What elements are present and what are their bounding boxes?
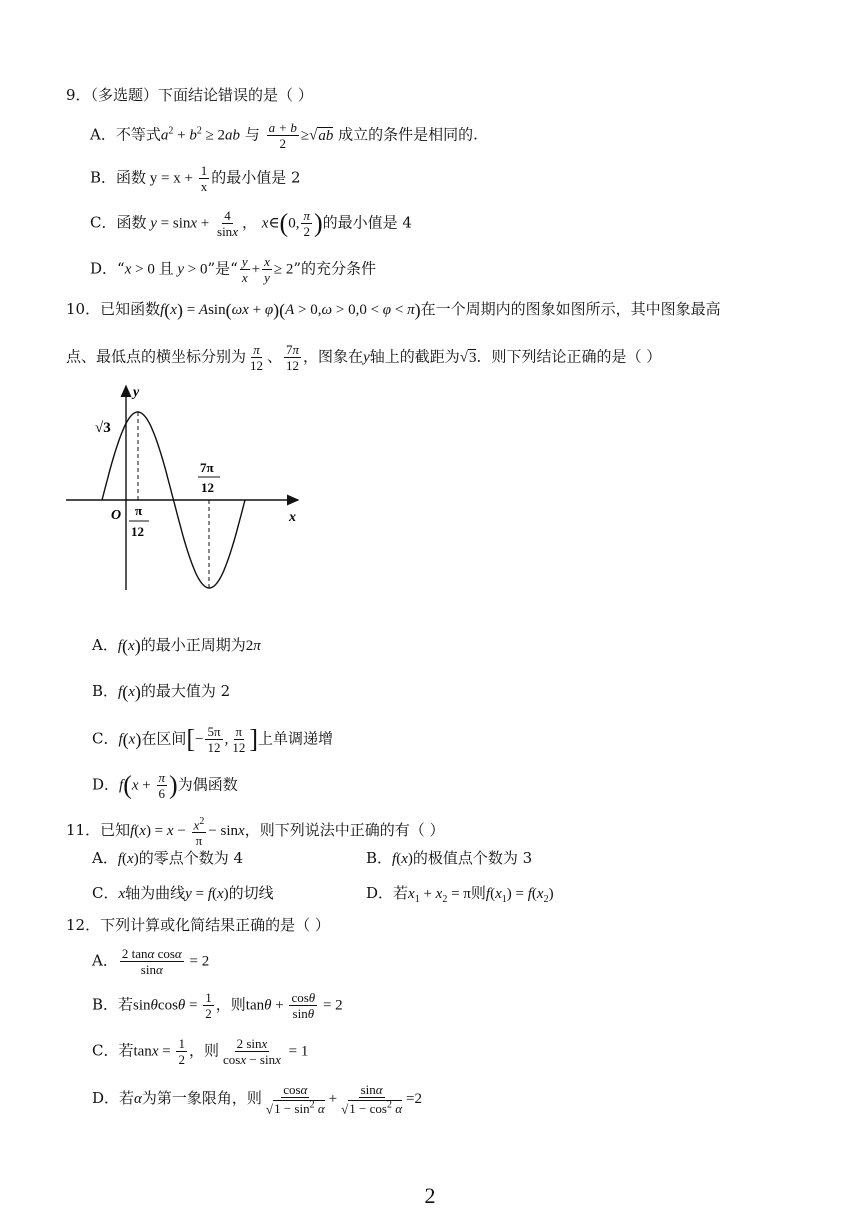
q12-option-a: A． $\frac{\text{2 tanα cosα}}{\sin\alpha}$ = 2 bbox=[92, 946, 210, 977]
q10-option-d: D．f(x + $\frac{\pi}{6}$ )为偶函数 bbox=[92, 770, 238, 801]
q9-option-a: A．不等式$a^2 + b^2 \ge 2ab$ 与 $\frac{a + b}{2}$ ≥√ab 成立的条件是相同的. bbox=[90, 120, 478, 151]
q9-option-b: B．函数 y = x + $\frac{1}{x}$ 的最小值是 2 bbox=[90, 163, 301, 194]
seven-pi-over-12-den: 12 bbox=[201, 480, 214, 495]
q11-option-d: D．若$x_1 + x_2 = \pi$则$f(x_1) = f(x_2)$ bbox=[366, 884, 554, 905]
origin-label: O bbox=[111, 508, 122, 523]
q12-option-d: D．若α为第一象限角，则 $\frac{\cos\alpha}{√1 - \sin^2 \alpha}$ + $\frac{\sin\alpha}{√1 - \cos^2 \alpha}$ =2 bbox=[92, 1082, 422, 1117]
q12-option-c: C．若tanx = $\frac{1}{2}$ ，则 $\frac{2 \sin x}{\cos x - \sin x}$ = 1 bbox=[92, 1036, 309, 1067]
seven-pi-over-12-num: 7π bbox=[200, 460, 214, 475]
y-axis-label: y bbox=[133, 385, 140, 400]
q9-stem: 9．（多选题）下面结论错误的是（ ） bbox=[66, 86, 313, 104]
q10-option-b: B．f(x)的最大值为 2 bbox=[92, 682, 231, 702]
q12-option-b: B．若sinθcosθ = $\frac{1}{2}$ ，则tanθ + $\frac{\cos\theta}{\sin\theta}$ = 2 bbox=[92, 990, 343, 1021]
q11-option-b: B．f(x)的极值点个数为 3 bbox=[366, 849, 533, 867]
q10-stem-line2: 点、最低点的横坐标分别为 $\frac{\pi}{12}$ 、 $\frac{7\pi}{12}$ ，图象在y轴上的截距为√3．则下列结论正确的是（ ） bbox=[66, 342, 662, 373]
x-axis-label: x bbox=[289, 510, 296, 525]
pi-over-12-den: 12 bbox=[131, 524, 144, 539]
sqrt3-label: √3 bbox=[95, 420, 111, 436]
q11-option-a: A．f(x)的零点个数为 4 bbox=[92, 849, 243, 867]
q9-option-c: C．函数 y = sinx + $\frac{4}{\sin x}$ ， x∈(0, $\frac{\pi}{2}$ )的最小值是 4 bbox=[90, 208, 412, 239]
sine-graph bbox=[62, 378, 312, 594]
q12-stem: 12．下列计算或化简结果正确的是（ ） bbox=[66, 916, 330, 934]
page-number: 2 bbox=[424, 1183, 436, 1208]
q10-option-a: A．f(x)的最小正周期为2π bbox=[92, 636, 261, 656]
q9-option-d: D．“x > 0 且 y > 0”是“ $\frac{y}{x}$ + $\frac{x}{y}$ ≥ 2”的充分条件 bbox=[90, 254, 377, 285]
q10-option-c: C．f(x)在区间[− $\frac{5\pi}{12}$ , $\frac{\pi}{12}$ ]上单调递增 bbox=[92, 724, 333, 755]
q11-stem: 11．已知f(x) = x − $\frac{x^2}{\pi}$ − sinx，则下列说法中正确的有（ ） bbox=[66, 816, 445, 849]
pi-over-12-num: π bbox=[135, 503, 143, 518]
q10-stem: 10．已知函数f(x) = Asin(ωx + φ)(A > 0,ω > 0,0 < φ < π)在一个周期内的图象如图所示，其中图象最高 bbox=[66, 300, 721, 320]
q11-option-c: C．x轴为曲线y = f(x)的切线 bbox=[92, 884, 274, 902]
